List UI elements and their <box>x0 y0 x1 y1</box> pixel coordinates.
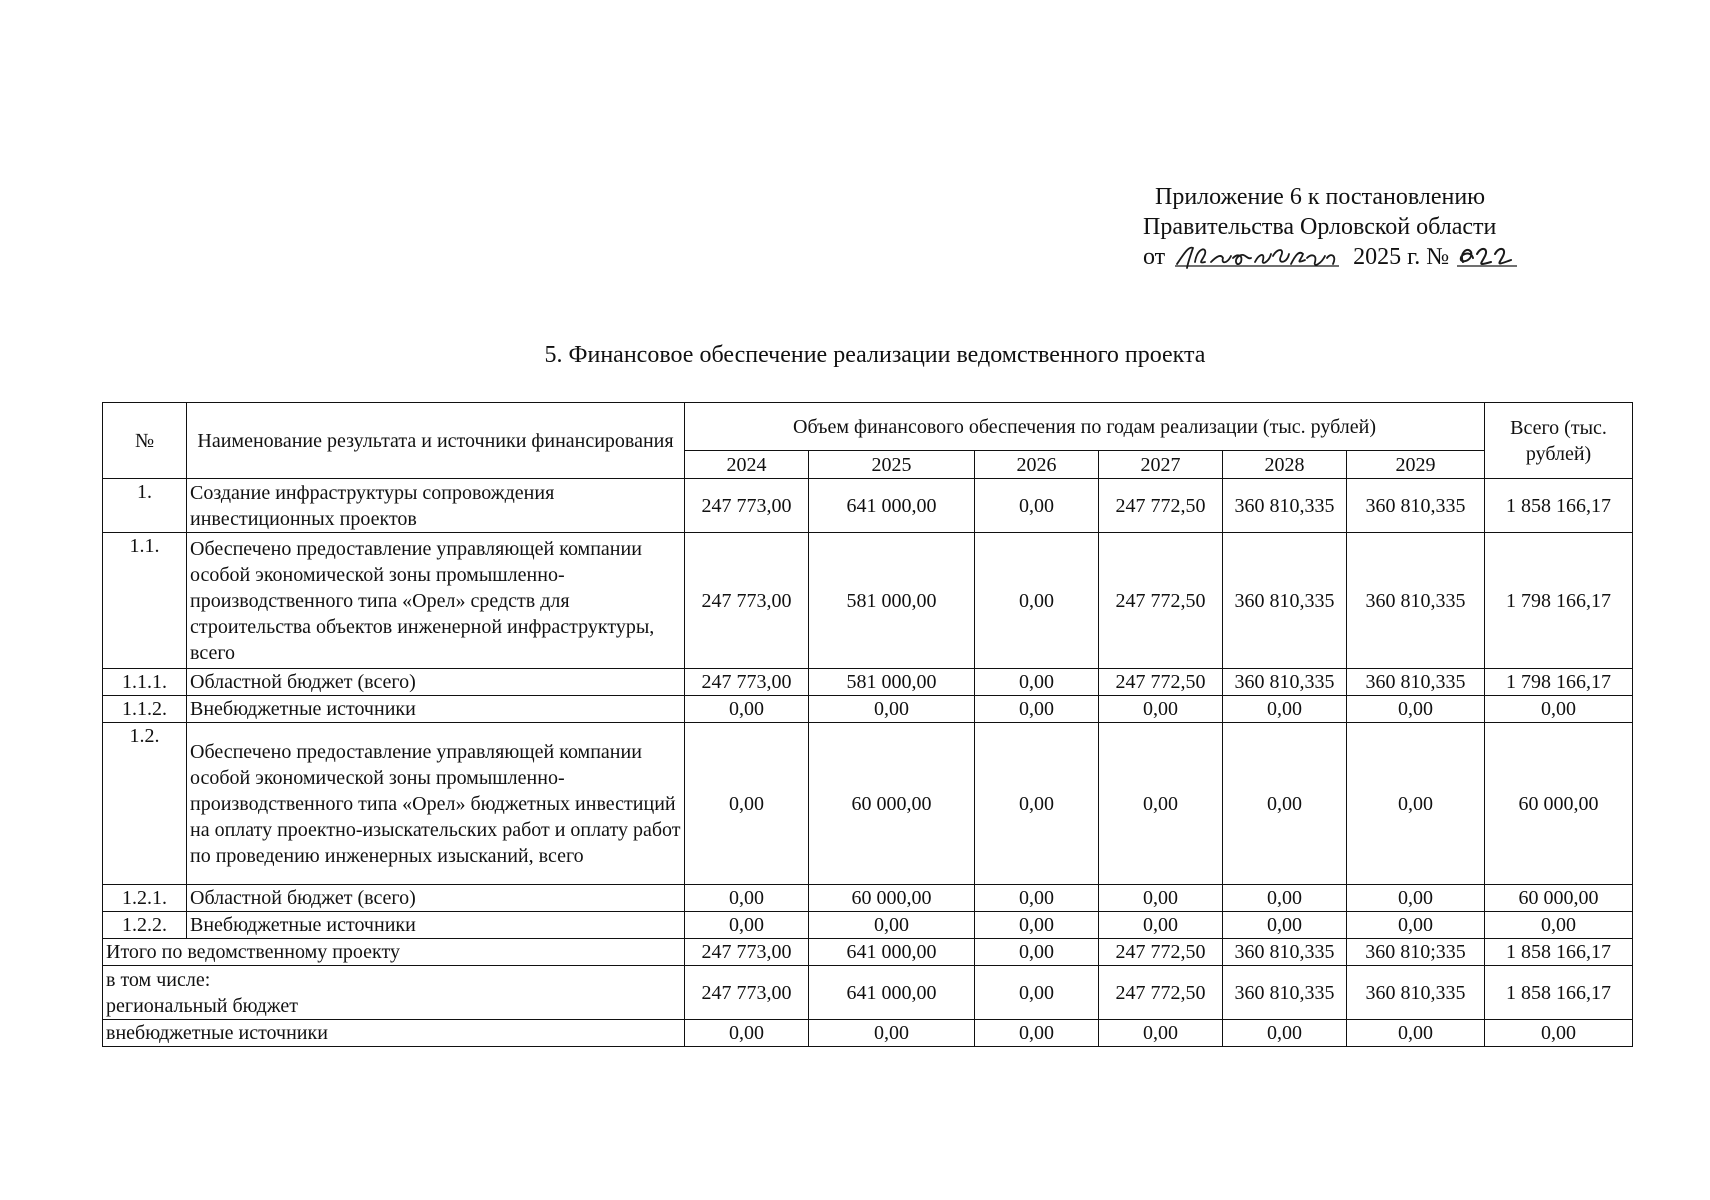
row-value-2024: 247 773,00 <box>685 669 809 696</box>
summary-value-2029: 360 810,335 <box>1347 966 1485 1020</box>
row-value-2026: 0,00 <box>975 669 1099 696</box>
row-value-2027: 0,00 <box>1099 885 1223 912</box>
summary-total: 0,00 <box>1485 1020 1633 1047</box>
table-row <box>103 885 1633 912</box>
summary-total: 1 858 166,17 <box>1485 939 1633 966</box>
summary-value-2028: 0,00 <box>1223 1020 1347 1047</box>
row-total: 0,00 <box>1485 696 1633 723</box>
row-value-2024: 247 773,00 <box>685 533 809 669</box>
handwritten-date-signature <box>1171 242 1347 272</box>
row-value-2026: 0,00 <box>975 479 1099 533</box>
appendix-line-1: Приложение 6 к постановлению <box>1155 184 1486 210</box>
summary-value-2024: 247 773,00 <box>685 939 809 966</box>
date-year-number: 2025 г. № <box>1353 244 1450 270</box>
row-name: Обеспечено предоставление управляющей компании особой экономической зоны промышленно-производственного типа «Орел» бюджетных инвестиций на оплату проектно-изыскательских работ и оплату работ по проведению инженерных изысканий, всего <box>187 723 685 885</box>
row-value-2025: 581 000,00 <box>809 669 975 696</box>
handwritten-number-signature <box>1455 242 1521 272</box>
row-number: 1.2. <box>103 723 187 885</box>
row-value-2026: 0,00 <box>975 533 1099 669</box>
summary-value-2027: 247 772,50 <box>1099 939 1223 966</box>
row-value-2024: 0,00 <box>685 885 809 912</box>
table-row <box>103 912 1633 939</box>
row-value-2028: 0,00 <box>1223 696 1347 723</box>
table-row <box>103 533 1633 669</box>
row-total: 1 798 166,17 <box>1485 669 1633 696</box>
appendix-line-2: Правительства Орловской области <box>1143 214 1497 240</box>
row-number: 1.2.2. <box>103 912 187 939</box>
row-value-2028: 360 810,335 <box>1223 533 1347 669</box>
summary-value-2029: 0,00 <box>1347 1020 1485 1047</box>
row-name: Областной бюджет (всего) <box>187 885 685 912</box>
row-value-2029: 0,00 <box>1347 885 1485 912</box>
row-value-2029: 0,00 <box>1347 723 1485 885</box>
date-prefix: от <box>1143 244 1166 270</box>
row-value-2029: 360 810,335 <box>1347 533 1485 669</box>
appendix-line-3 <box>1080 242 1560 272</box>
summary-value-2025: 641 000,00 <box>809 966 975 1020</box>
row-value-2028: 0,00 <box>1223 885 1347 912</box>
summary-value-2028: 360 810,335 <box>1223 966 1347 1020</box>
row-value-2027: 247 772,50 <box>1099 479 1223 533</box>
row-value-2028: 360 810,335 <box>1223 479 1347 533</box>
year-2028: 2028 <box>1223 451 1347 479</box>
year-2025: 2025 <box>809 451 975 479</box>
appendix-header <box>1080 182 1560 272</box>
row-name: Обеспечено предоставление управляющей компании особой экономической зоны промышленно-производственного типа «Орел» средств для строительства объектов инженерной инфраструктуры, всего <box>187 533 685 669</box>
row-number: 1.1.1. <box>103 669 187 696</box>
row-value-2024: 0,00 <box>685 912 809 939</box>
summary-value-2026: 0,00 <box>975 939 1099 966</box>
summary-row-extrabudgetary <box>103 1020 1633 1047</box>
row-value-2028: 0,00 <box>1223 912 1347 939</box>
year-2024: 2024 <box>685 451 809 479</box>
row-value-2025: 60 000,00 <box>809 885 975 912</box>
header-total: Всего (тыс. рублей) <box>1485 403 1633 479</box>
table-row <box>103 479 1633 533</box>
summary-value-2029: 360 810;335 <box>1347 939 1485 966</box>
summary-row-total <box>103 939 1633 966</box>
row-value-2026: 0,00 <box>975 885 1099 912</box>
row-value-2025: 581 000,00 <box>809 533 975 669</box>
row-value-2029: 360 810,335 <box>1347 669 1485 696</box>
summary-value-2024: 247 773,00 <box>685 966 809 1020</box>
header-name: Наименование результата и источники финансирования <box>187 403 685 479</box>
row-value-2028: 360 810,335 <box>1223 669 1347 696</box>
year-2029: 2029 <box>1347 451 1485 479</box>
row-total: 0,00 <box>1485 912 1633 939</box>
summary-row-regional <box>103 966 1633 1020</box>
row-value-2028: 0,00 <box>1223 723 1347 885</box>
summary-value-2024: 0,00 <box>685 1020 809 1047</box>
row-value-2027: 0,00 <box>1099 723 1223 885</box>
summary-name <box>103 966 685 1020</box>
row-number: 1.2.1. <box>103 885 187 912</box>
summary-value-2027: 247 772,50 <box>1099 966 1223 1020</box>
summary-value-2025: 0,00 <box>809 1020 975 1047</box>
table-row <box>103 696 1633 723</box>
row-value-2027: 247 772,50 <box>1099 669 1223 696</box>
row-name: Внебюджетные источники <box>187 912 685 939</box>
row-value-2027: 247 772,50 <box>1099 533 1223 669</box>
year-2027: 2027 <box>1099 451 1223 479</box>
row-name: Областной бюджет (всего) <box>187 669 685 696</box>
summary-name: Итого по ведомственному проекту <box>103 939 685 966</box>
summary-total: 1 858 166,17 <box>1485 966 1633 1020</box>
financing-table <box>102 402 1633 1047</box>
summary-value-2027: 0,00 <box>1099 1020 1223 1047</box>
summary-value-2028: 360 810,335 <box>1223 939 1347 966</box>
summary-name-line-1: в том числе: <box>106 968 211 991</box>
table-row <box>103 669 1633 696</box>
row-value-2025: 0,00 <box>809 912 975 939</box>
section-title: 5. Финансовое обеспечение реализации ведомственного проекта <box>544 342 1206 368</box>
row-number: 1.1.2. <box>103 696 187 723</box>
row-number: 1.1. <box>103 533 187 669</box>
row-name: Внебюджетные источники <box>187 696 685 723</box>
table-row <box>103 723 1633 885</box>
row-value-2027: 0,00 <box>1099 912 1223 939</box>
row-value-2025: 0,00 <box>809 696 975 723</box>
row-value-2029: 0,00 <box>1347 696 1485 723</box>
summary-value-2025: 641 000,00 <box>809 939 975 966</box>
row-value-2024: 247 773,00 <box>685 479 809 533</box>
row-total: 60 000,00 <box>1485 723 1633 885</box>
summary-value-2026: 0,00 <box>975 1020 1099 1047</box>
row-value-2029: 0,00 <box>1347 912 1485 939</box>
row-total: 1 858 166,17 <box>1485 479 1633 533</box>
header-number: № <box>103 403 187 479</box>
row-value-2029: 360 810,335 <box>1347 479 1485 533</box>
row-value-2025: 60 000,00 <box>809 723 975 885</box>
row-value-2026: 0,00 <box>975 696 1099 723</box>
row-value-2026: 0,00 <box>975 723 1099 885</box>
summary-name: внебюджетные источники <box>103 1020 685 1047</box>
row-value-2026: 0,00 <box>975 912 1099 939</box>
summary-value-2026: 0,00 <box>975 966 1099 1020</box>
row-value-2024: 0,00 <box>685 723 809 885</box>
row-value-2025: 641 000,00 <box>809 479 975 533</box>
table-header-row <box>103 403 1633 451</box>
row-total: 60 000,00 <box>1485 885 1633 912</box>
row-name: Создание инфраструктуры сопровождения инвестиционных проектов <box>187 479 685 533</box>
row-value-2027: 0,00 <box>1099 696 1223 723</box>
row-total: 1 798 166,17 <box>1485 533 1633 669</box>
row-number: 1. <box>103 479 187 533</box>
summary-name-line-2: региональный бюджет <box>106 994 298 1017</box>
header-volume: Объем финансового обеспечения по годам реализации (тыс. рублей) <box>685 403 1485 451</box>
year-2026: 2026 <box>975 451 1099 479</box>
row-value-2024: 0,00 <box>685 696 809 723</box>
